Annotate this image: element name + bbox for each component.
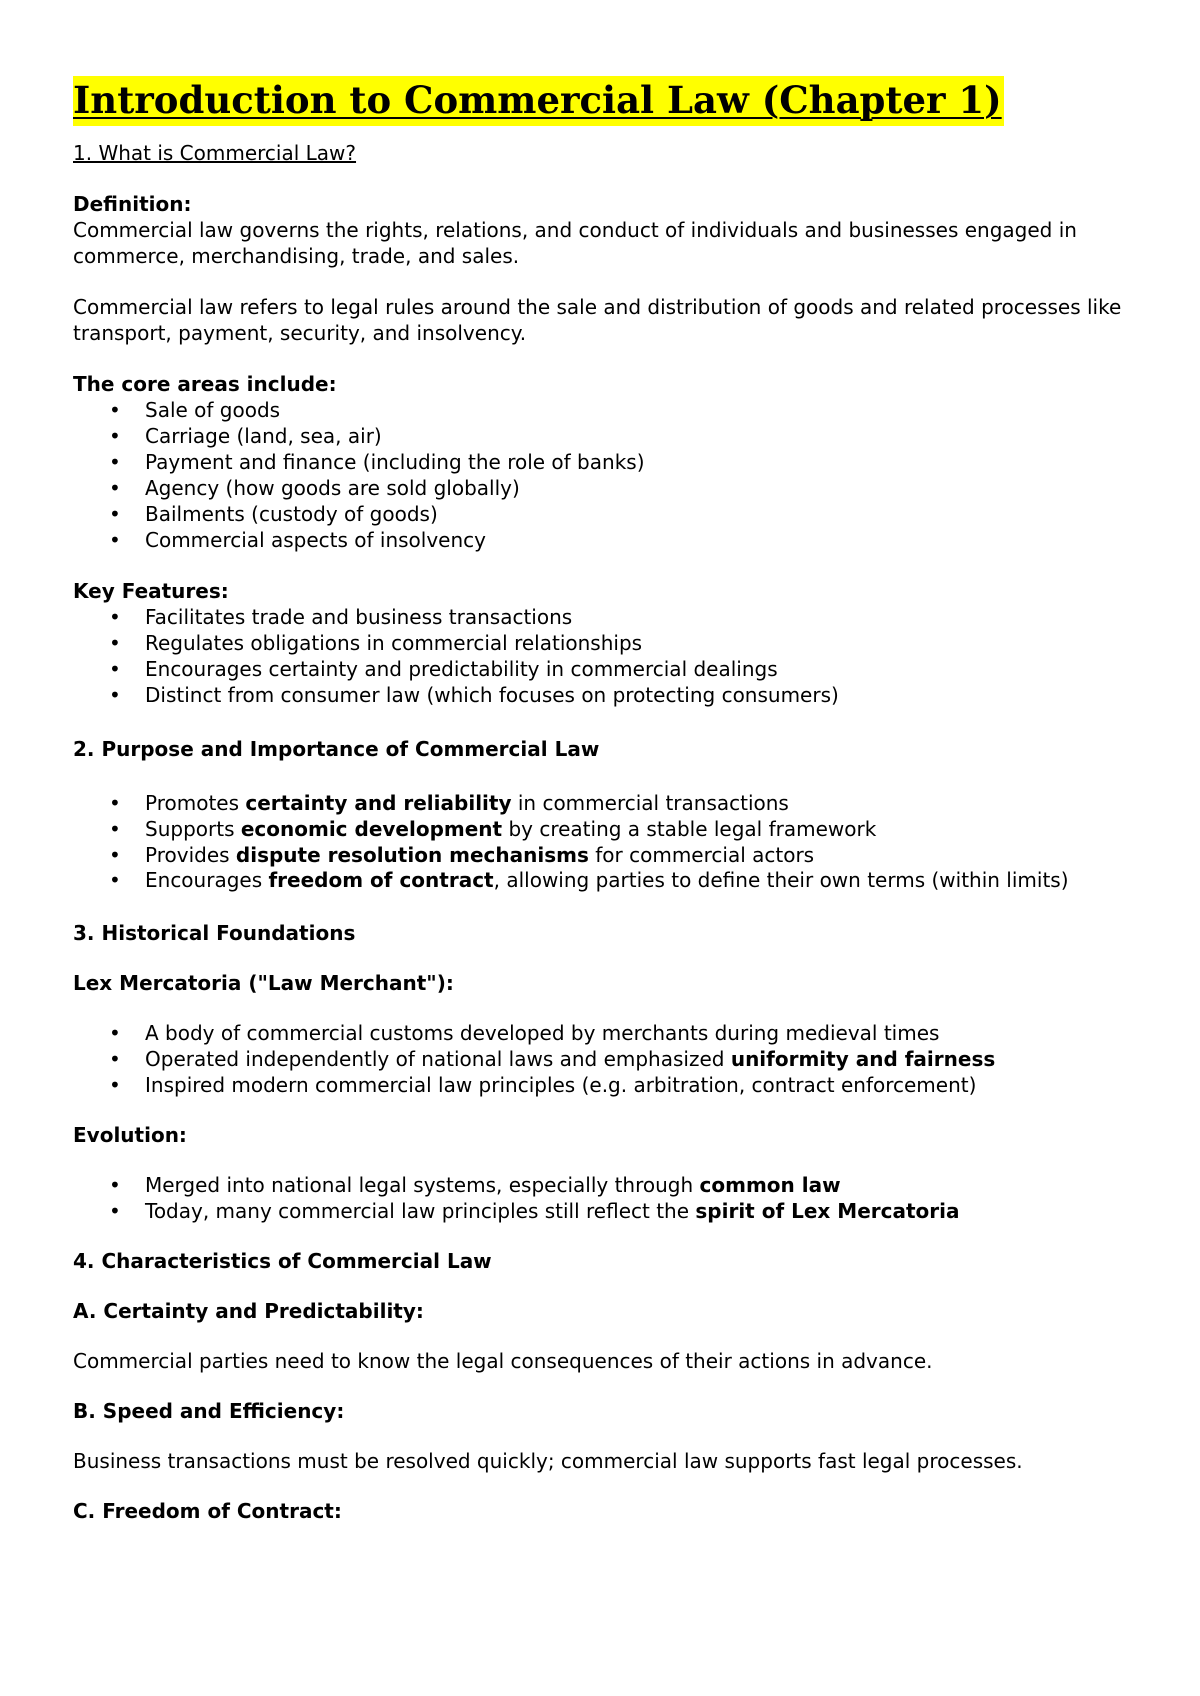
evolution-list xyxy=(73,1172,1153,1224)
list-item: • A body of commercial customs developed by merchants during medieval times xyxy=(145,1020,1153,1046)
section-1-heading: 1. What is Commercial Law? xyxy=(73,141,357,165)
list-item: • Distinct from consumer law (which focuses on protecting consumers) xyxy=(145,682,1153,708)
list-item: • Regulates obligations in commercial relationships xyxy=(145,630,1153,656)
core-areas-list xyxy=(73,397,1153,553)
list-item: • Bailments (custody of goods) xyxy=(145,501,1153,527)
list-item: • Facilitates trade and business transactions xyxy=(145,604,1153,630)
definition-label: Definition: xyxy=(73,192,192,216)
section-4-heading: 4. Characteristics of Commercial Law xyxy=(73,1249,492,1273)
list-item: • Sale of goods xyxy=(145,397,1153,423)
core-areas-label: The core areas include: xyxy=(73,372,337,396)
list-item: • Provides dispute resolution mechanisms for commercial actors xyxy=(145,842,1153,868)
lex-mercatoria-list xyxy=(73,1020,1153,1098)
list-item: • Commercial aspects of insolvency xyxy=(145,527,1153,553)
list-item: • Merged into national legal systems, especially through common law xyxy=(145,1172,1153,1198)
characteristic-a-text: Commercial parties need to know the legal consequences of their actions in advance. xyxy=(73,1349,933,1373)
list-item: • Encourages freedom of contract, allowing parties to define their own terms (within limits) xyxy=(145,868,1153,892)
section-3-heading: 3. Historical Foundations xyxy=(73,921,356,945)
list-item: • Agency (how goods are sold globally) xyxy=(145,475,1153,501)
list-item: • Encourages certainty and predictability in commercial dealings xyxy=(145,656,1153,682)
list-item: • Operated independently of national laws and emphasized uniformity and fairness xyxy=(145,1046,1153,1072)
list-item: • Carriage (land, sea, air) xyxy=(145,423,1153,449)
lex-mercatoria-label: Lex Mercatoria ("Law Merchant"): xyxy=(73,971,454,995)
characteristic-b-label: B. Speed and Efficiency: xyxy=(73,1399,345,1423)
document-page xyxy=(73,76,1153,1524)
list-item: • Today, many commercial law principles still reflect the spirit of Lex Mercatoria xyxy=(145,1198,1153,1224)
characteristic-b-text: Business transactions must be resolved quickly; commercial law supports fast legal processes. xyxy=(73,1449,1023,1473)
definition-paragraph-2: Commercial law refers to legal rules around the sale and distribution of goods and related processes like transport, payment, security, and insolvency. xyxy=(73,295,1122,345)
definition-paragraph-1: Commercial law governs the rights, relations, and conduct of individuals and businesses engaged in commerce, merchandising, trade, and sales. xyxy=(73,218,1077,268)
list-item: • Inspired modern commercial law principles (e.g. arbitration, contract enforcement) xyxy=(145,1072,1153,1098)
key-features-label: Key Features: xyxy=(73,579,229,603)
section-2-heading: 2. Purpose and Importance of Commercial Law xyxy=(73,737,600,761)
list-item: • Payment and finance (including the role of banks) xyxy=(145,449,1153,475)
purpose-list xyxy=(73,790,1153,892)
document-title: Introduction to Commercial Law (Chapter 1) xyxy=(73,76,1004,126)
list-item: • Promotes certainty and reliability in commercial transactions xyxy=(145,790,1153,816)
evolution-label: Evolution: xyxy=(73,1123,187,1147)
key-features-list xyxy=(73,604,1153,708)
characteristic-c-label: C. Freedom of Contract: xyxy=(73,1499,342,1523)
list-item: • Supports economic development by creating a stable legal framework xyxy=(145,816,1153,842)
characteristic-a-label: A. Certainty and Predictability: xyxy=(73,1299,424,1323)
